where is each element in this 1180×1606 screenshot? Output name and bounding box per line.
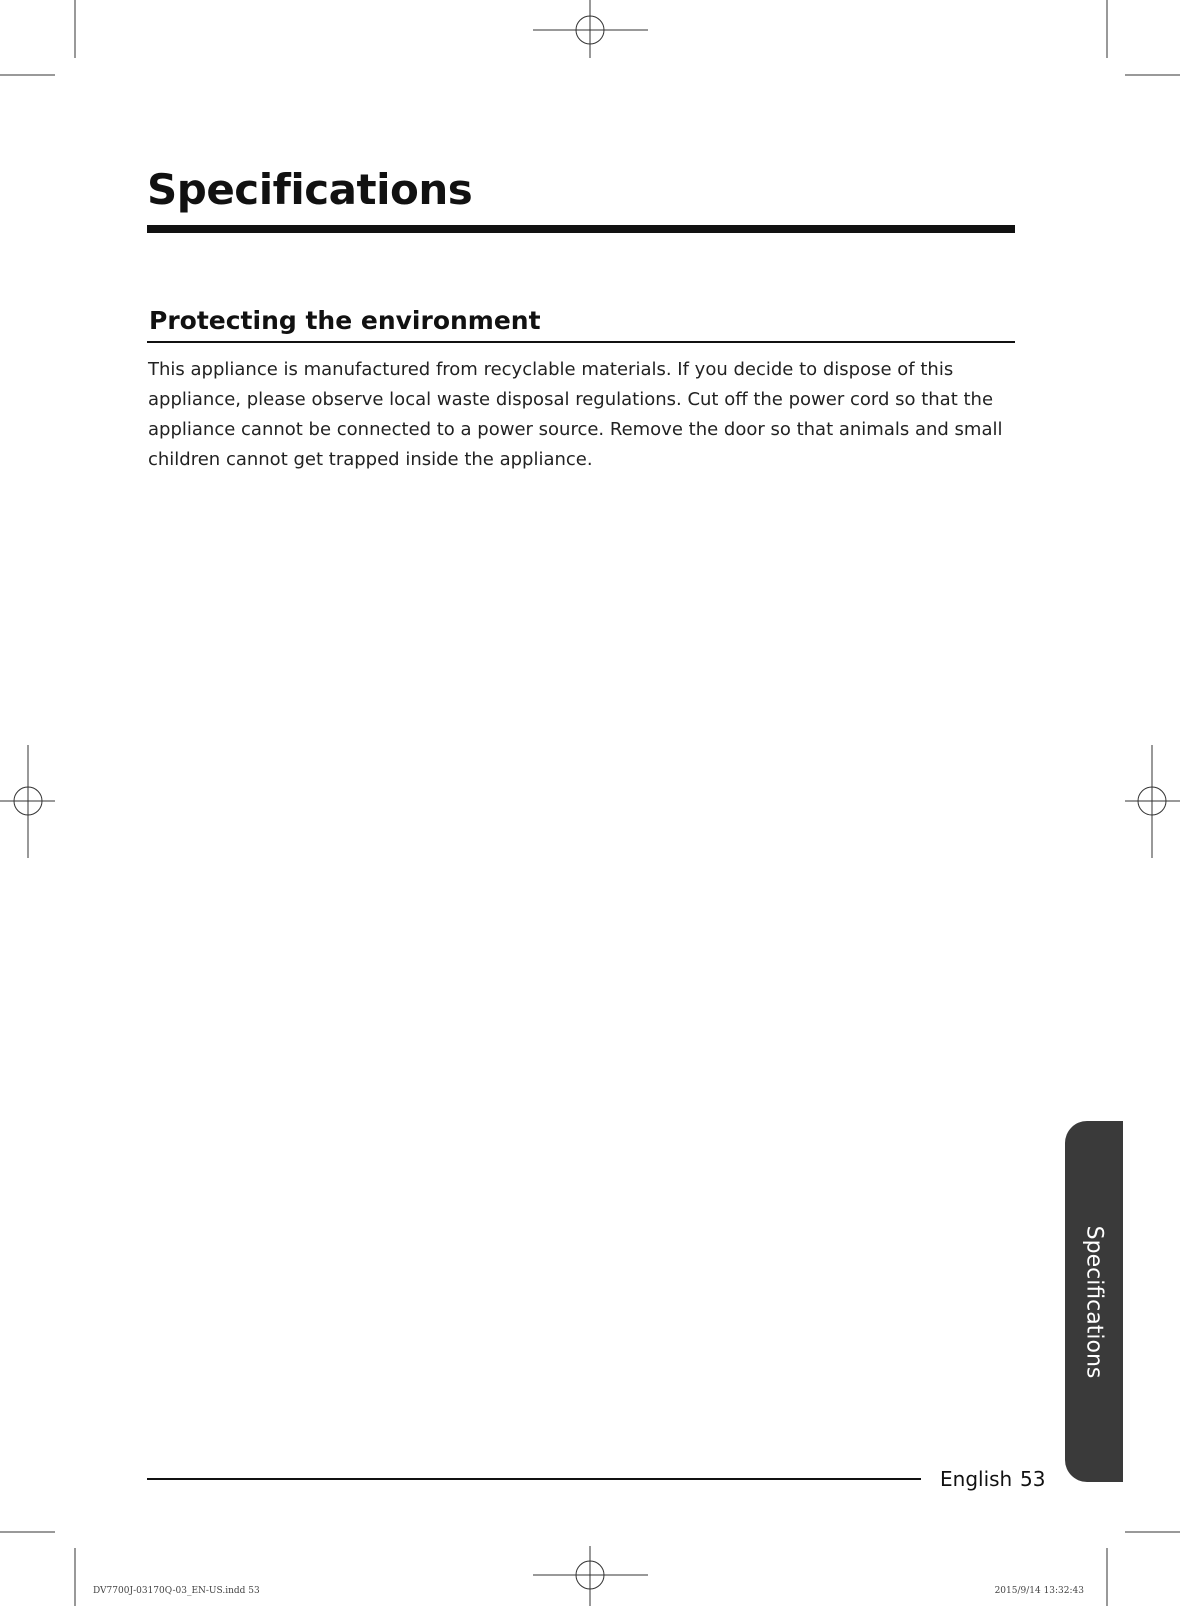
section-body-text: This appliance is manufactured from recyclable materials. If you decide to dispose of this appliance, please observe local waste disposal regulations. Cut off the power cord so that the appliance cannot be connected to a power source. Remove the door so that animals and small children cannot get trapped inside the appliance.	[148, 359, 1003, 470]
footer-page-number: 53	[1020, 1467, 1046, 1491]
print-slug-date: 2015/9/14 13:32:43	[994, 1586, 1084, 1596]
section-rule	[147, 341, 1015, 343]
page-title: Specifications	[147, 165, 473, 214]
side-tab	[1065, 1121, 1123, 1482]
footer-language: English	[940, 1467, 1013, 1491]
section-heading: Protecting the environment	[149, 306, 541, 335]
print-slug-file: DV7700J-03170Q-03_EN-US.indd 53	[93, 1586, 260, 1596]
title-rule	[147, 225, 1015, 233]
footer-rule	[147, 1478, 921, 1480]
side-tab-label: Specifications	[1081, 1225, 1107, 1378]
